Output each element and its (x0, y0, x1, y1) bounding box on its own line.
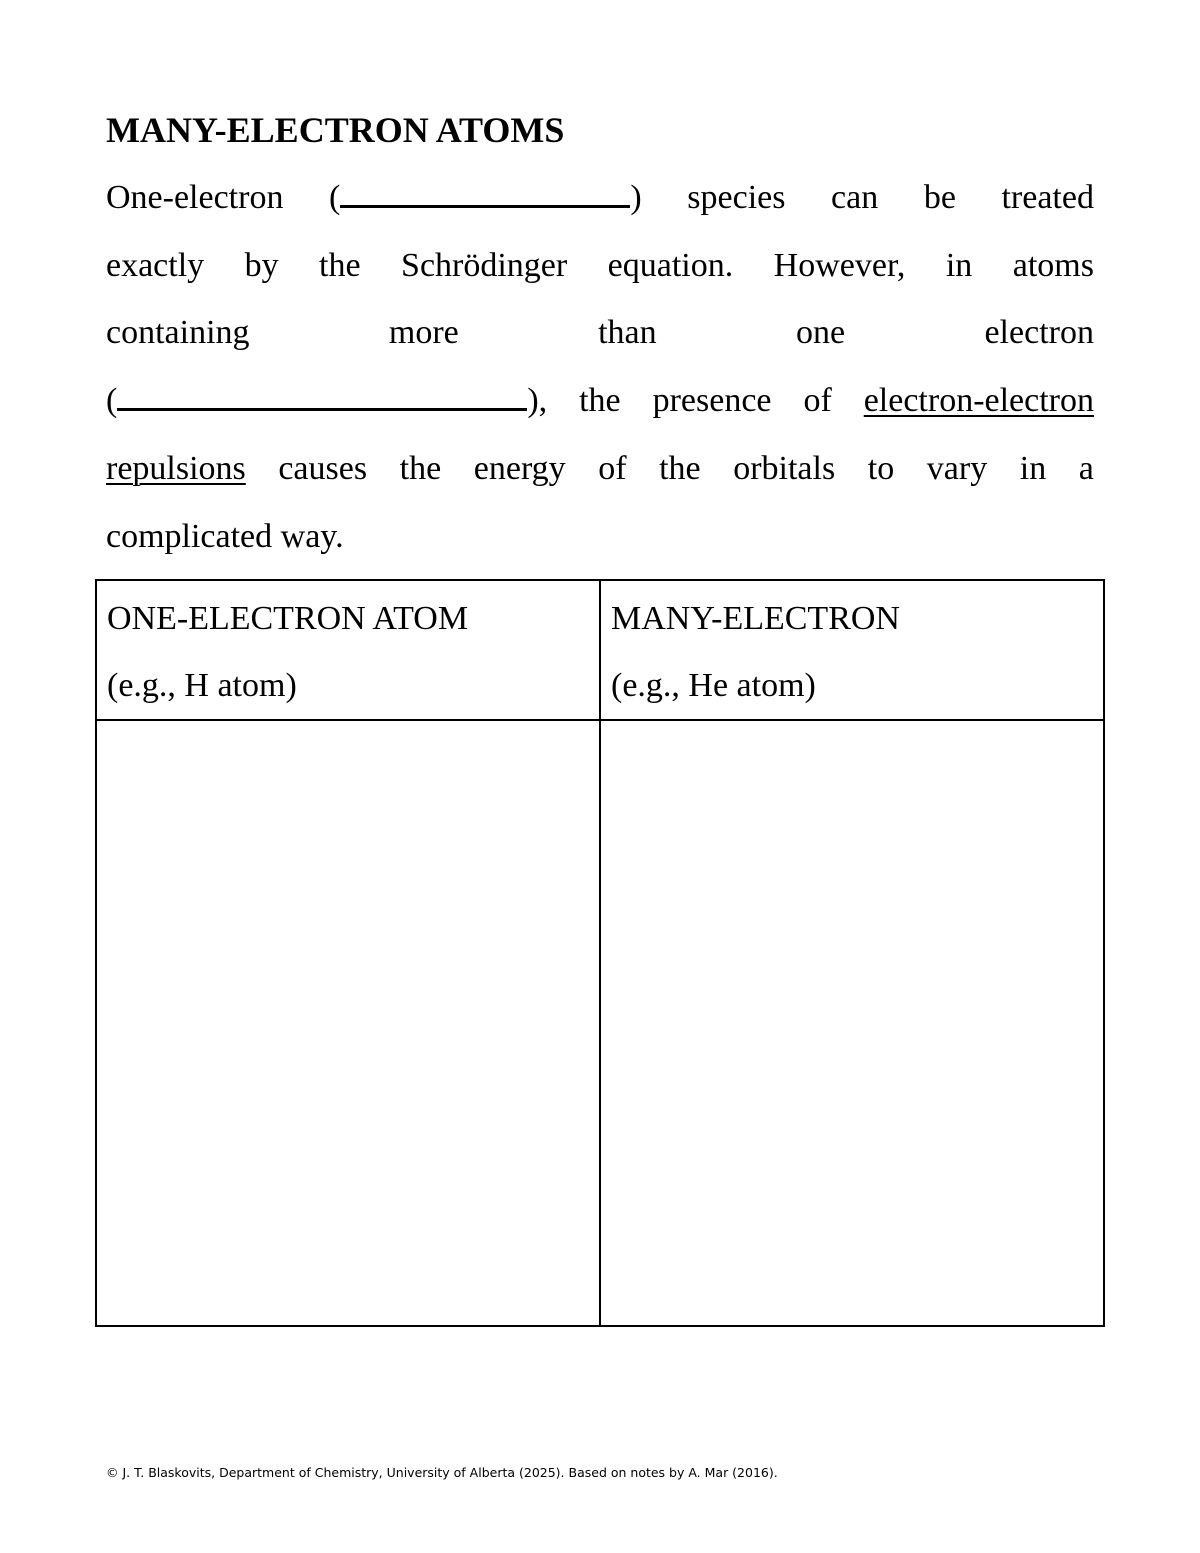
word: one (796, 314, 846, 351)
word: the (659, 450, 701, 487)
word: be (923, 179, 956, 216)
word: containing (106, 314, 250, 351)
word: a (1078, 450, 1094, 487)
word: in (945, 247, 973, 284)
word: by (244, 247, 279, 284)
table-body-row (96, 720, 1104, 1326)
fill-in-blank-1[interactable]: ( ) (329, 179, 642, 216)
word: electron (984, 314, 1094, 351)
fill-in-blank-2[interactable]: ( ), (106, 382, 548, 419)
header-label: ONE-ELECTRON ATOM (107, 600, 469, 637)
underlined-term: electron-electron (863, 382, 1094, 419)
paragraph-line-3 (106, 311, 1094, 355)
word: in (1019, 450, 1047, 487)
word: vary (926, 450, 988, 487)
header-cell-one-electron (96, 580, 600, 720)
word: orbitals (733, 450, 836, 487)
header-example: (e.g., He atom) (611, 667, 816, 704)
word: However, (773, 247, 906, 284)
paragraph-line-1 (106, 176, 1094, 220)
word: Schrödinger (401, 247, 568, 284)
paragraph-line-2 (106, 244, 1094, 288)
word: of (598, 450, 627, 487)
copyright-footer: © J. T. Blaskovits, Department of Chemistry, University of Alberta (2025). Based on notes by A. Mar (2016). (106, 1465, 778, 1480)
answer-cell-many-electron[interactable] (600, 720, 1104, 1326)
word: causes (278, 450, 368, 487)
word: treated (1001, 179, 1094, 216)
word: atoms (1012, 247, 1094, 284)
word: equation. (607, 247, 734, 284)
answer-cell-one-electron[interactable] (96, 720, 600, 1326)
header-cell-many-electron (600, 580, 1104, 720)
word: the (399, 450, 442, 487)
paragraph-line-5 (106, 447, 1094, 491)
header-example: (e.g., H atom) (107, 667, 297, 704)
word: than (598, 314, 657, 351)
comparison-table (95, 579, 1105, 1327)
word: the (579, 382, 621, 419)
paragraph-line-6: complicated way. (106, 518, 344, 555)
word: to (867, 450, 895, 487)
word: more (388, 314, 459, 351)
word: presence (652, 382, 772, 419)
paragraph-line-4 (106, 379, 1094, 423)
page-title: MANY-ELECTRON ATOMS (106, 110, 565, 150)
underlined-term: repulsions (106, 450, 246, 487)
word: energy (473, 450, 566, 487)
word: the (319, 247, 361, 284)
word: can (831, 179, 879, 216)
word: exactly (106, 247, 205, 284)
header-label: MANY-ELECTRON (611, 600, 900, 637)
word: species (687, 179, 786, 216)
table-header-row (96, 580, 1104, 720)
word: One-electron (106, 179, 284, 216)
word: of (803, 382, 832, 419)
